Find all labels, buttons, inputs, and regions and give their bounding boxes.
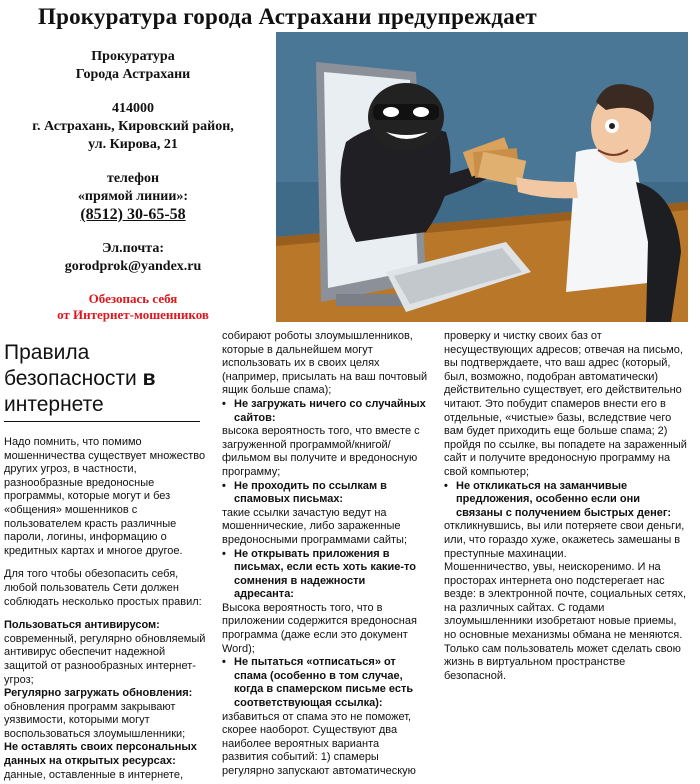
warning-slogan bbox=[8, 291, 258, 323]
email-address: gorodprok@yandex.ru bbox=[64, 259, 202, 274]
rule-antivirus-title: Пользоваться антивирусом: bbox=[4, 619, 160, 632]
phone-label-line1: телефон bbox=[106, 171, 160, 186]
intro-paragraph: Надо помнить, что помимо мошенничества существует множество других угроз, в частности, разнообразные вредоносные программы, которые могут и без «общения» мошенников с пользователем красть различные пароли, логины, информацию о кредитных картах и многое другое. bbox=[4, 436, 206, 557]
rule-unsubscribe-title: • Не пытаться «отписаться» от спама (особенно в том случае, когда в спамерском письме есть соответствующая ссылка): bbox=[222, 656, 428, 710]
rule-personal-data-title: Не оставлять своих персональных данных на открытых ресурсах: bbox=[4, 741, 197, 768]
rules-heading-part2: интернете bbox=[4, 393, 104, 416]
rule-antivirus-text: современный, регулярно обновляемый антивирус обеспечит надежной защитой от разнообразных интернет-угроз; bbox=[4, 632, 206, 686]
address-line2: ул. Кирова, 21 bbox=[88, 137, 178, 152]
address-line1: г. Астрахань, Кировский район, bbox=[32, 119, 234, 134]
org-line2: Города Астрахани bbox=[75, 67, 191, 82]
org-line1: Прокуратура bbox=[91, 49, 175, 64]
text-column-2 bbox=[222, 330, 428, 779]
contact-block bbox=[8, 48, 258, 292]
hacker-illustration-svg bbox=[276, 32, 688, 322]
rule-tempting-offers-text: откликнувшись, вы или потеряете свои деньги, или, что гораздо хуже, окажетесь замешаны в преступные махинации. bbox=[444, 520, 685, 560]
email-label: Эл.почта: bbox=[102, 241, 164, 256]
heading-divider bbox=[4, 421, 200, 422]
rule-unsubscribe-text: избавиться от спама это не поможет, скорее наоборот. Существуют два наиболее вероятных варианта развития событий: 1) спамеры регулярно запускают автоматическую bbox=[222, 710, 416, 777]
rules-heading-part1: Правила безопасности bbox=[4, 341, 137, 390]
hacker-illustration bbox=[276, 32, 688, 322]
rule-updates-text: обновления программ закрывают уязвимости, которыми могут воспользоваться злоумышленники; bbox=[4, 700, 186, 740]
text-column-1 bbox=[4, 436, 208, 782]
rule-random-sites-title: • Не загружать ничего со случайных сайтов: bbox=[222, 398, 428, 425]
rule-tempting-offers-title: • Не откликаться на заманчивые предложения, особенно если они связаны с получением быстрых денег: bbox=[444, 480, 688, 521]
rule-random-sites-text: высока вероятность того, что вместе с загруженной программой/книгой/фильмом вы получите и вредоносную программу; bbox=[222, 425, 420, 478]
phone-number: (8512) 30-65-58 bbox=[80, 206, 186, 223]
rule-spam-links-title: • Не проходить по ссылкам в спамовых письмах: bbox=[222, 480, 428, 507]
text-column-3 bbox=[444, 330, 688, 683]
rule-attachments-text: Высока вероятность того, что в приложении содержится вредоносная программа (даже если это документ Word); bbox=[222, 601, 417, 655]
warning-line1: Обезопась себя bbox=[88, 291, 178, 306]
col3-continuation: проверку и чистку своих баз от несуществующих адресов; отвечая на письмо, вы подтверждаете, что ваш адрес (который, был, возможно, подобран автоматически) действительно существует, его действительно читают. Это побудит спамеров внести его в отдельные, «чистые» базы, вследствие чего вам будет приходить еще больше спама; 2) пройдя по ссылке, вы попадете на зараженный сайт и получите вредоносную программу на свой компьютер; bbox=[444, 330, 687, 478]
rules-heading-bold: в bbox=[142, 367, 156, 390]
rules-heading bbox=[4, 340, 204, 418]
col2-continuation: собирают роботы злоумышленников, которые в дальнейшем могут использовать их в своих целях (например, присылать на ваш почтовый ящик больше спама); bbox=[222, 330, 428, 397]
zip-code: 414000 bbox=[112, 101, 154, 116]
conclusion-paragraph: Мошенничество, увы, неискоренимо. И на просторах интернета оно подстерегает нас везде: в электронной почте, социальных сетях, на различных сайтах. С годами злоумышленники изобретают новые приемы, но основные механизмы обмана не меняются. Только сам пользователь может сделать свою жизнь в виртуальном пространстве безопасной. bbox=[444, 561, 687, 682]
rule-personal-data-text: данные, оставленные в интернете, bbox=[4, 768, 184, 781]
rule-attachments-title: • Не открывать приложения в письмах, если есть хоть какие-то сомнения в надежности адресанта: bbox=[222, 548, 428, 602]
warning-line2: от Интернет-мошенников bbox=[57, 307, 209, 322]
rule-spam-links-text: такие ссылки зачастую ведут на мошеннические, либо зараженные вредоносными программами сайты; bbox=[222, 506, 408, 546]
phone-label-line2: «прямой линии»: bbox=[77, 189, 189, 204]
rule-updates-title: Регулярно загружать обновления: bbox=[4, 687, 193, 700]
page-title: Прокуратура города Астрахани предупреждает bbox=[38, 4, 537, 29]
intro-paragraph-2: Для того чтобы обезопасить себя, любой пользователь Сети должен соблюдать несколько простых правил: bbox=[4, 568, 202, 608]
